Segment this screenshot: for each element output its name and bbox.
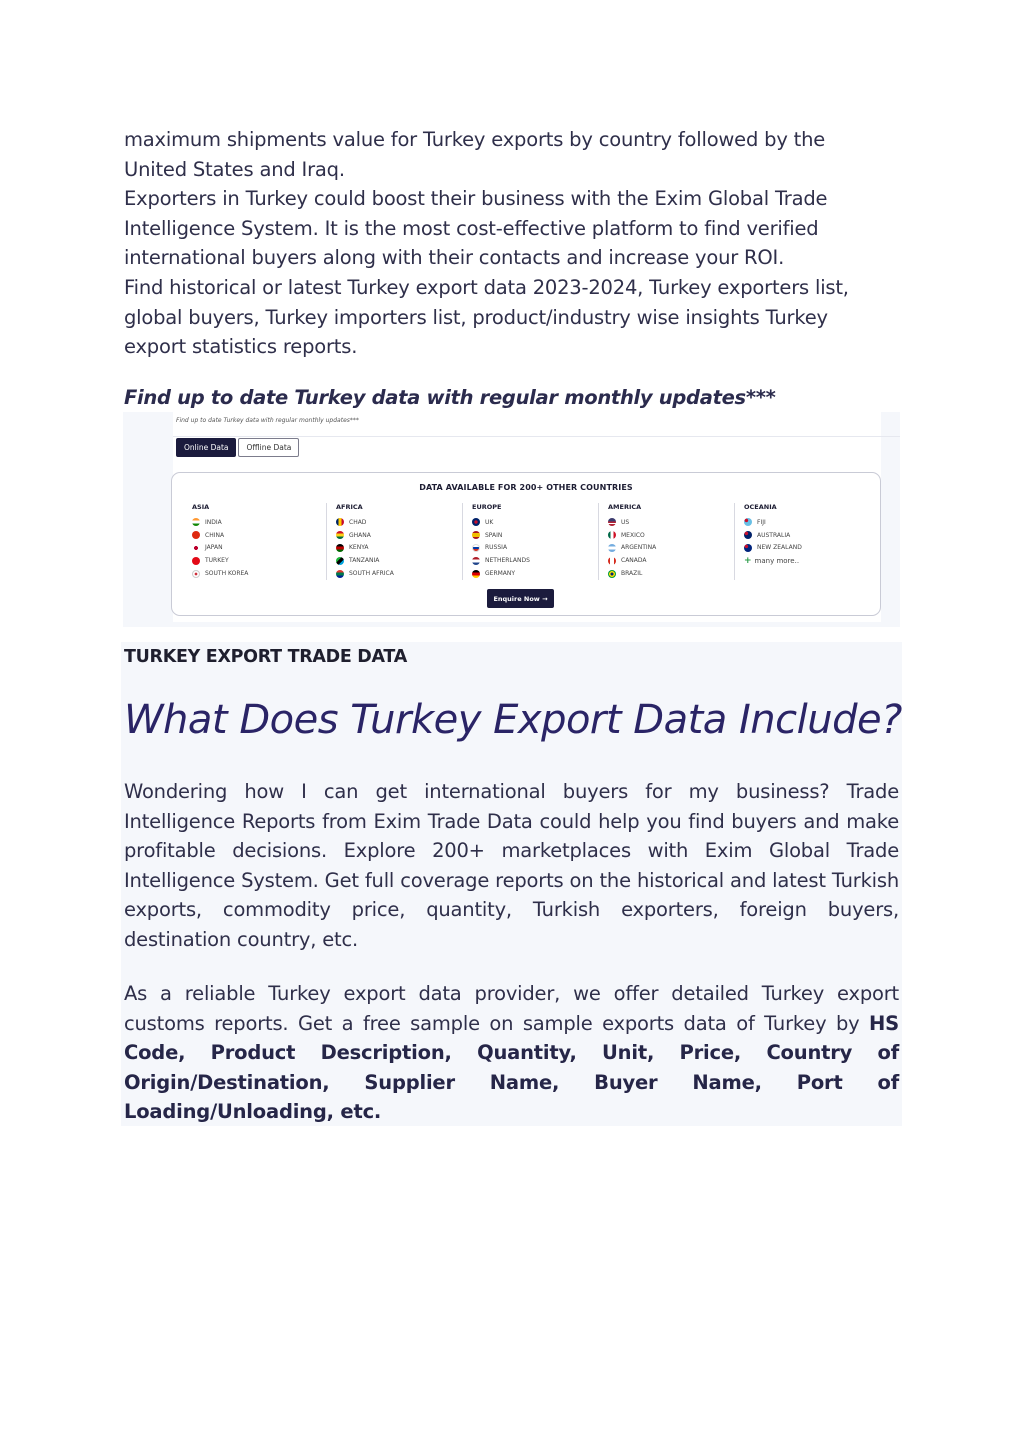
country-label: AUSTRALIA bbox=[757, 531, 791, 539]
region-name: OCEANIA bbox=[744, 503, 777, 511]
fiji-flag-icon bbox=[744, 518, 752, 526]
country-label: SOUTH KOREA bbox=[205, 570, 249, 578]
country-label: KENYA bbox=[349, 544, 369, 552]
country-label: US bbox=[621, 518, 630, 526]
country-label: NETHERLANDS bbox=[485, 557, 530, 565]
country-label: RUSSIA bbox=[485, 544, 508, 552]
updates-callout: Find up to date Turkey data with regular monthly updates*** bbox=[124, 386, 776, 409]
region-name: EUROPE bbox=[472, 503, 502, 511]
brazil-flag-icon bbox=[608, 570, 616, 578]
tanzania-flag-icon bbox=[336, 557, 344, 565]
mexico-flag-icon bbox=[608, 531, 616, 539]
ghana-flag-icon bbox=[336, 531, 344, 539]
country-label: JAPAN bbox=[205, 544, 223, 552]
russia-flag-icon bbox=[472, 544, 480, 552]
screenshot-divider bbox=[173, 436, 900, 437]
kenya-flag-icon bbox=[336, 544, 344, 552]
us-flag-icon bbox=[608, 518, 616, 526]
country-item[interactable] bbox=[608, 554, 734, 567]
australia-flag-icon bbox=[744, 531, 752, 539]
country-item[interactable] bbox=[472, 516, 598, 529]
country-item[interactable] bbox=[472, 567, 598, 580]
country-label: INDIA bbox=[205, 518, 222, 526]
region-oceania bbox=[734, 503, 870, 580]
country-label: BRAZIL bbox=[621, 570, 643, 578]
uk-flag-icon bbox=[472, 518, 480, 526]
data-tabs bbox=[176, 438, 299, 457]
plus-icon: + bbox=[744, 555, 752, 566]
region-europe bbox=[462, 503, 598, 580]
india-flag-icon bbox=[192, 518, 200, 526]
spain-flag-icon bbox=[472, 531, 480, 539]
country-item[interactable] bbox=[336, 516, 462, 529]
new-zealand-flag-icon bbox=[744, 544, 752, 552]
country-label: GHANA bbox=[349, 531, 371, 539]
country-item[interactable] bbox=[608, 567, 734, 580]
country-item[interactable] bbox=[336, 567, 462, 580]
paragraph-2-text: As a reliable Turkey export data provider, we offer detailed Turkey export customs reports. Get a free sample on sample exports data of Turkey by bbox=[124, 982, 899, 1035]
south-korea-flag-icon bbox=[192, 570, 200, 578]
country-label: TANZANIA bbox=[349, 557, 380, 565]
country-item[interactable] bbox=[192, 516, 326, 529]
region-name: AFRICA bbox=[336, 503, 363, 511]
germany-flag-icon bbox=[472, 570, 480, 578]
panel-title: DATA AVAILABLE FOR 200+ OTHER COUNTRIES bbox=[419, 483, 633, 492]
tab-online-data[interactable]: Online Data bbox=[176, 438, 236, 457]
country-item[interactable] bbox=[336, 542, 462, 555]
embedded-screenshot bbox=[123, 412, 900, 627]
country-item[interactable] bbox=[472, 542, 598, 555]
country-label: SOUTH AFRICA bbox=[349, 570, 394, 578]
intro-text bbox=[124, 125, 884, 362]
paragraph-2-bold-fields: HS Code, Product Description, Quantity, Unit, Price, Country of Origin/Destination, Supplier Name, Buyer Name, Port of Loading/Unloading, etc. bbox=[124, 1011, 899, 1124]
intro-paragraph-1: maximum shipments value for Turkey exports by country followed by the United States and Iraq. bbox=[124, 128, 826, 181]
country-label: MEXICO bbox=[621, 531, 645, 539]
region-america bbox=[598, 503, 734, 580]
argentina-flag-icon bbox=[608, 544, 616, 552]
section-headline: What Does Turkey Export Data Include? bbox=[124, 697, 902, 743]
country-label: UK bbox=[485, 518, 494, 526]
canada-flag-icon bbox=[608, 557, 616, 565]
enquire-now-button[interactable]: Enquire Now → bbox=[487, 589, 554, 608]
chad-flag-icon bbox=[336, 518, 344, 526]
country-item[interactable] bbox=[336, 554, 462, 567]
country-label: CHINA bbox=[205, 531, 225, 539]
many-more-label: many more.. bbox=[754, 556, 800, 565]
many-more-link[interactable] bbox=[744, 554, 870, 567]
netherlands-flag-icon bbox=[472, 557, 480, 565]
section-paragraph-1: Wondering how I can get international buyers for my business? Trade Intelligence Reports from Exim Trade Data could help you find buyers and make profitable decisions. Explore 200+ marketplaces with Exim Global Trade Intelligence System. Get full coverage reports on the historical and latest Turkish exports, commodity price, quantity, Turkish exporters, foreign buyers, destination country, etc. bbox=[124, 780, 899, 951]
region-asia bbox=[190, 503, 326, 580]
tab-offline-data[interactable]: Offline Data bbox=[238, 438, 299, 457]
south-africa-flag-icon bbox=[336, 570, 344, 578]
country-item[interactable] bbox=[608, 516, 734, 529]
country-label: CHAD bbox=[349, 518, 367, 526]
china-flag-icon bbox=[192, 531, 200, 539]
country-item[interactable] bbox=[744, 542, 870, 555]
country-label: TURKEY bbox=[205, 557, 229, 565]
country-item[interactable] bbox=[336, 529, 462, 542]
region-name: ASIA bbox=[192, 503, 210, 511]
country-item[interactable] bbox=[472, 529, 598, 542]
country-item[interactable] bbox=[472, 554, 598, 567]
country-item[interactable] bbox=[192, 542, 326, 555]
region-africa bbox=[326, 503, 462, 580]
countries-panel bbox=[171, 472, 881, 616]
country-item[interactable] bbox=[192, 529, 326, 542]
section-paragraph-2 bbox=[124, 979, 899, 1127]
section-label: TURKEY EXPORT TRADE DATA bbox=[124, 647, 407, 667]
country-label: SPAIN bbox=[485, 531, 503, 539]
region-name: AMERICA bbox=[608, 503, 642, 511]
country-label: ARGENTINA bbox=[621, 544, 657, 552]
country-item[interactable] bbox=[192, 567, 326, 580]
country-label: GERMANY bbox=[485, 570, 516, 578]
country-item[interactable] bbox=[192, 554, 326, 567]
intro-paragraph-3: Find historical or latest Turkey export data 2023-2024, Turkey exporters list, global buyers, Turkey importers list, product/industry wise insights Turkey export statistics reports. bbox=[124, 275, 849, 359]
country-item[interactable] bbox=[744, 516, 870, 529]
japan-flag-icon bbox=[192, 544, 200, 552]
country-label: NEW ZEALAND bbox=[757, 544, 802, 552]
country-label: CANADA bbox=[621, 557, 647, 565]
turkey-flag-icon bbox=[192, 557, 200, 565]
country-label: FIJI bbox=[757, 518, 766, 526]
country-item[interactable] bbox=[608, 529, 734, 542]
screenshot-caption: Find up to date Turkey data with regular monthly updates*** bbox=[176, 417, 359, 424]
country-item[interactable] bbox=[608, 542, 734, 555]
country-item[interactable] bbox=[744, 529, 870, 542]
intro-paragraph-2: Exporters in Turkey could boost their business with the Exim Global Trade Intelligence System. It is the most cost-effective platform to find verified international buyers along with their contacts and increase your ROI. bbox=[124, 187, 828, 270]
regions-list bbox=[190, 503, 870, 580]
